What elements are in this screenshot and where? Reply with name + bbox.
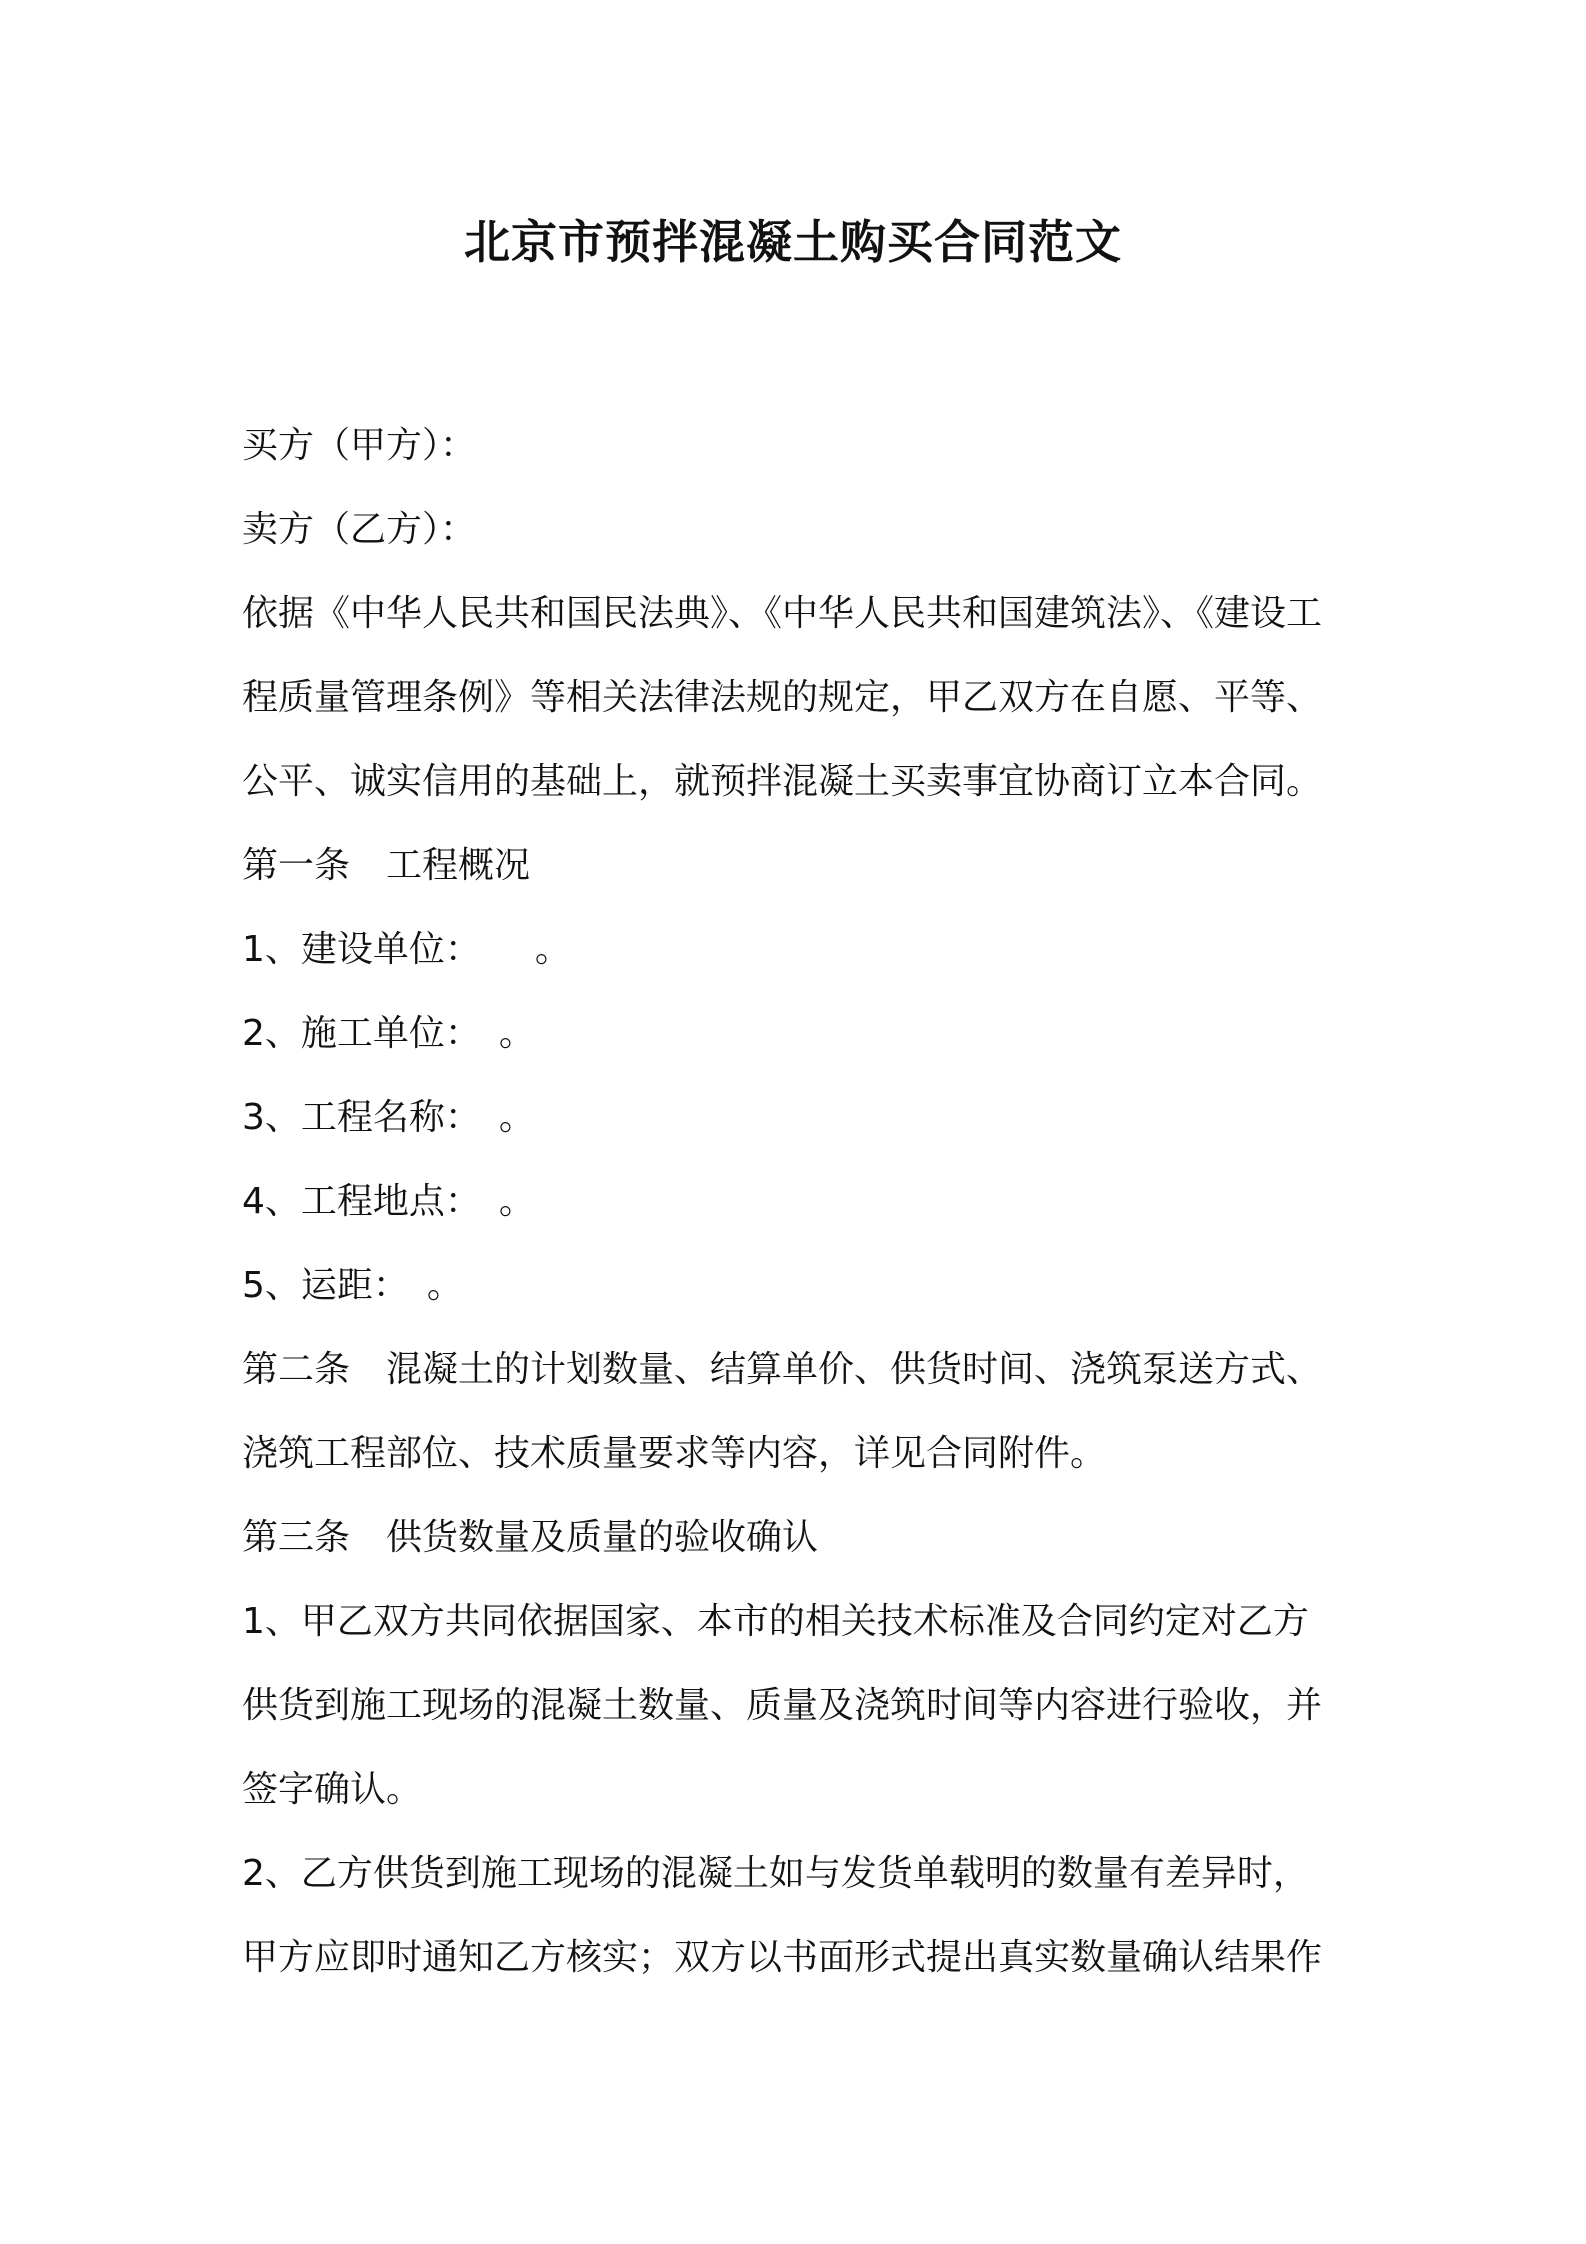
article-1-item-1: 1、建设单位： 。 bbox=[242, 929, 571, 970]
article-3-item-2-line-2: 甲方应即时通知乙方核实；双方以书面形式提出真实数量确认结果作 bbox=[242, 1937, 1323, 1978]
document-title: 北京市预拌混凝土购买合同范文 bbox=[464, 215, 1122, 269]
article-3-heading: 第三条 供货数量及质量的验收确认 bbox=[242, 1517, 819, 1558]
preamble-line-1: 依据《中华人民共和国民法典》、《中华人民共和国建筑法》、《建设工 bbox=[242, 593, 1323, 634]
preamble-line-3: 公平、诚实信用的基础上，就预拌混凝土买卖事宜协商订立本合同。 bbox=[242, 761, 1323, 802]
article-1-item-5: 5、运距： 。 bbox=[242, 1265, 463, 1306]
article-1-item-3: 3、工程名称： 。 bbox=[242, 1097, 535, 1138]
article-3-item-1-line-2: 供货到施工现场的混凝土数量、质量及浇筑时间等内容进行验收，并 bbox=[242, 1685, 1323, 1726]
party-a-line: 买方（甲方）： bbox=[242, 425, 477, 466]
article-1-heading: 第一条 工程概况 bbox=[242, 845, 531, 886]
article-1-item-2: 2、施工单位： 。 bbox=[242, 1013, 535, 1054]
preamble-line-2: 程质量管理条例》等相关法律法规的规定，甲乙双方在自愿、平等、 bbox=[242, 677, 1323, 718]
article-3-item-2-line-1: 2、乙方供货到施工现场的混凝土如与发货单载明的数量有差异时， bbox=[242, 1853, 1309, 1894]
article-3-item-1-line-3: 签字确认。 bbox=[242, 1769, 423, 1810]
article-2-line-2: 浇筑工程部位、技术质量要求等内容，详见合同附件。 bbox=[242, 1433, 1107, 1474]
party-b-line: 卖方（乙方）： bbox=[242, 509, 477, 550]
document-body bbox=[242, 404, 1362, 2000]
article-3-item-1-line-1: 1、甲乙双方共同依据国家、本市的相关技术标准及合同约定对乙方 bbox=[242, 1601, 1309, 1642]
article-2-line-1: 第二条 混凝土的计划数量、结算单价、供货时间、浇筑泵送方式、 bbox=[242, 1349, 1323, 1390]
article-1-item-4: 4、工程地点： 。 bbox=[242, 1181, 535, 1222]
